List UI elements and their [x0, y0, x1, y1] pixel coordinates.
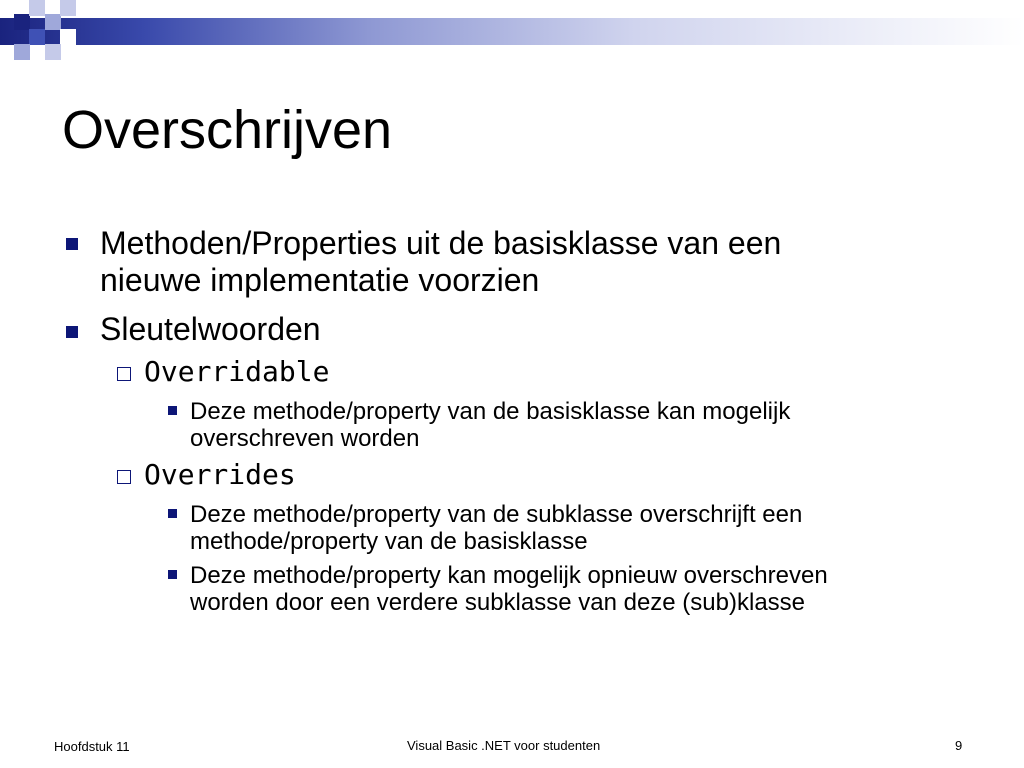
bullet-text: Methoden/Properties uit de basisklasse van een [100, 225, 782, 261]
decor-square [45, 14, 61, 30]
slide-title: Overschrijven [62, 100, 393, 160]
sub-bullet-text: overschreven worden [190, 425, 420, 452]
bullet-small-icon [168, 570, 177, 579]
sub-bullet-text: Deze methode/property van de basisklasse kan mogelijk [190, 398, 791, 425]
footer-page-number: 9 [955, 738, 963, 753]
decor-square [29, 29, 45, 45]
decor-square [60, 29, 76, 45]
gradient-bar [0, 18, 1024, 45]
decor-square [60, 0, 76, 16]
bullet-text: nieuwe implementatie voorzien [100, 262, 540, 298]
sub-bullet-text: Deze methode/property van de subklasse overschrijft een [190, 501, 803, 528]
sub-bullet-text: worden door een verdere subklasse van deze (sub)klasse [190, 589, 806, 616]
sub-bullet-text: methode/property van de basisklasse [190, 528, 588, 555]
bullet-small-icon [168, 509, 177, 518]
bullet-small-icon [168, 406, 177, 415]
checkbox-square-icon [117, 367, 131, 381]
decor-square [29, 0, 45, 16]
keyword-label: Overridable [144, 355, 330, 388]
footer-chapter: Hoofdstuk 11 [54, 739, 130, 754]
decor-square [14, 44, 30, 60]
keyword-label: Overrides [144, 458, 296, 491]
bullet-square-icon [66, 326, 78, 338]
sub-bullet-text: Deze methode/property kan mogelijk opnieuw overschreven [190, 562, 828, 589]
checkbox-square-icon [117, 470, 131, 484]
decor-square [14, 14, 30, 30]
header-decoration [0, 0, 1024, 70]
bullet-square-icon [66, 238, 78, 250]
decor-square [45, 44, 61, 60]
footer-course-title: Visual Basic .NET voor studenten [407, 738, 601, 753]
bullet-text: Sleutelwoorden [100, 311, 321, 347]
